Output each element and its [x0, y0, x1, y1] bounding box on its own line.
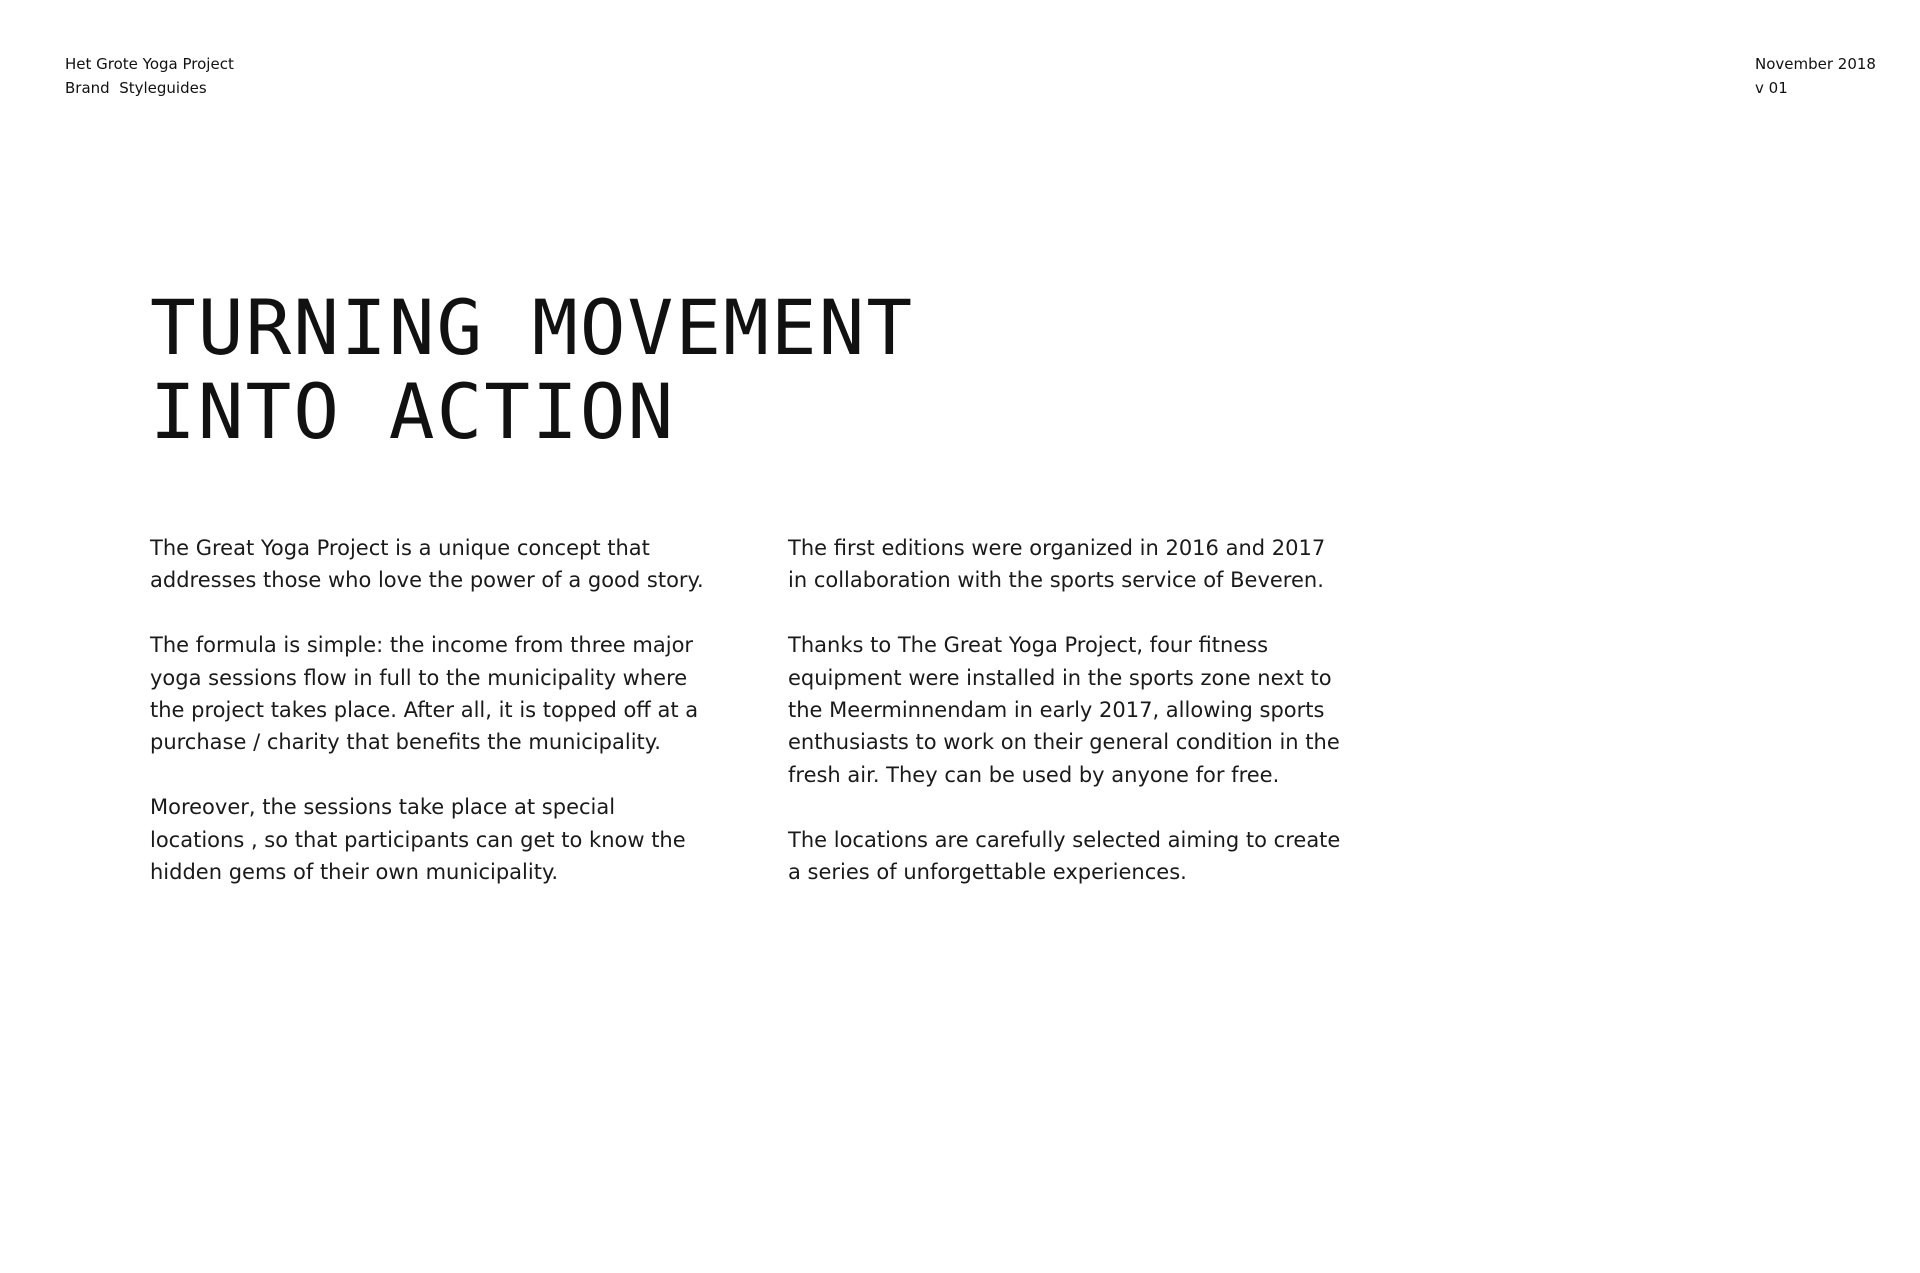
body-column-left: [150, 532, 710, 921]
project-name: Het Grote Yoga Project: [65, 55, 234, 73]
paragraph: Moreover, the sessions take place at special locations , so that participants can get to know the hidden gems of their own municipality.: [150, 795, 686, 885]
header-left: [65, 52, 234, 100]
paragraph: The first editions were organized in 2016 and 2017 in collaboration with the sports service of Beveren.: [788, 536, 1326, 593]
body-column-right: [788, 532, 1348, 921]
page-title-line-2: INTO ACTION: [150, 367, 676, 456]
page-title: [150, 283, 915, 456]
paragraph: Thanks to The Great Yoga Project, four fitness equipment were installed in the sports zone next to the Meerminnendam in early 2017, allowing sports enthusiasts to work on their general condition in the fresh air. They can be used by anyone for free.: [788, 633, 1340, 787]
paragraph: The locations are carefully selected aiming to create a series of unforgettable experiences.: [788, 827, 1341, 885]
document-type: Brand Styleguides: [65, 79, 207, 97]
header-right: [1755, 52, 1876, 100]
document-version: v 01: [1755, 79, 1788, 97]
paragraph: The Great Yoga Project is a unique concept that addresses those who love the power of a good story.: [150, 536, 704, 593]
document-date: November 2018: [1755, 55, 1876, 73]
paragraph: The formula is simple: the income from three major yoga sessions flow in full to the municipality where the project takes place. After all, it is topped off at a purchase / charity that benefits the municipality.: [150, 633, 699, 755]
page-title-line-1: TURNING MOVEMENT: [150, 283, 915, 372]
